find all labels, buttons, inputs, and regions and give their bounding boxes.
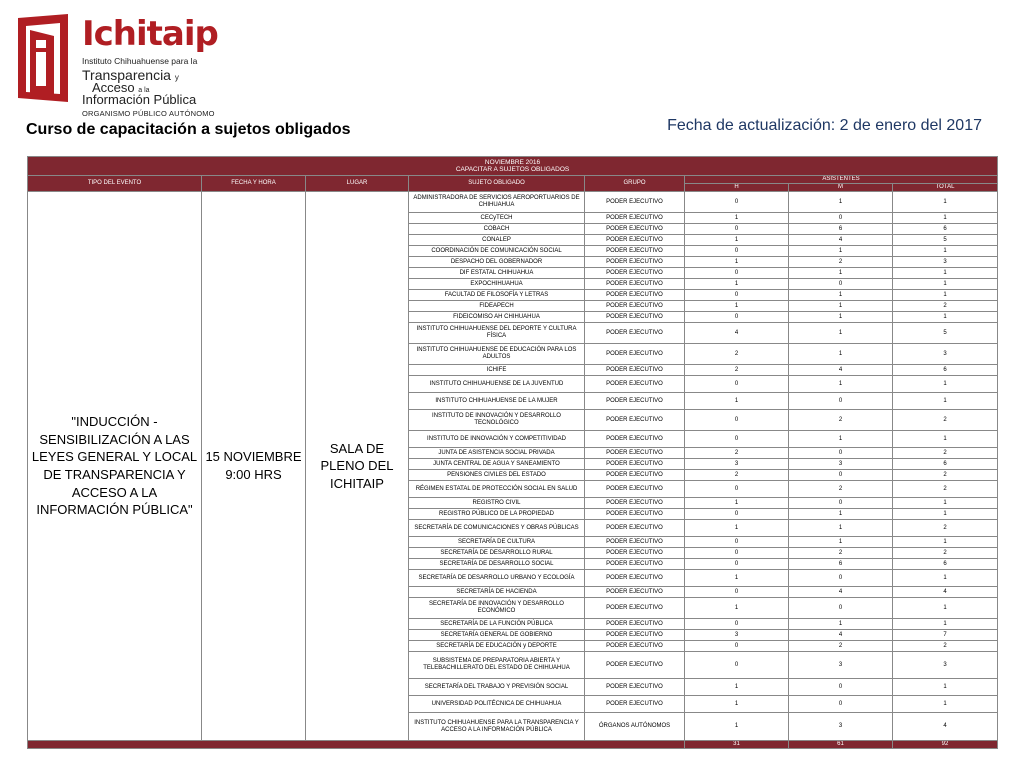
table-title	[28, 157, 998, 176]
subject-cell: REGISTRO CIVIL	[409, 498, 585, 509]
col-m: M	[789, 184, 893, 192]
m-cell: 1	[789, 246, 893, 257]
subject-cell: SECRETARÍA DE COMUNICACIONES Y OBRAS PÚBLICAS	[409, 520, 585, 537]
logo-name: Ichitaip	[82, 14, 218, 54]
m-cell: 4	[789, 235, 893, 246]
m-cell: 6	[789, 224, 893, 235]
subject-cell: COBACH	[409, 224, 585, 235]
h-cell: 0	[685, 192, 789, 213]
col-event: TIPO DEL EVENTO	[28, 176, 202, 192]
col-date: FECHA Y HORA	[202, 176, 306, 192]
m-cell: 1	[789, 301, 893, 312]
h-cell: 1	[685, 279, 789, 290]
h-cell: 4	[685, 323, 789, 344]
logo-line-2-suffix: y	[174, 73, 179, 82]
h-cell: 0	[685, 481, 789, 498]
subject-cell: JUNTA CENTRAL DE AGUA Y SANEAMIENTO	[409, 459, 585, 470]
update-date: Fecha de actualización: 2 de enero del 2017	[667, 117, 982, 134]
m-cell: 0	[789, 679, 893, 696]
h-cell: 0	[685, 509, 789, 520]
h-cell: 0	[685, 376, 789, 393]
total-cell: 6	[893, 559, 998, 570]
m-cell: 4	[789, 630, 893, 641]
subject-cell: FIDEICOMISO AH CHIHUAHUA	[409, 312, 585, 323]
m-cell: 1	[789, 619, 893, 630]
m-cell: 0	[789, 696, 893, 713]
total-cell: 2	[893, 481, 998, 498]
subject-cell: INSTITUTO CHIHUAHUENSE DE LA JUVENTUD	[409, 376, 585, 393]
logo-line-5: ORGANISMO PÚBLICO AUTÓNOMO	[82, 109, 215, 118]
table-title-line-2: CAPACITAR A SUJETOS OBLIGADOS	[455, 166, 570, 173]
subject-cell: SUBSISTEMA DE PREPARATORIA ABIERTA Y TELEBACHILLERATO DEL ESTADO DE CHIHUAHUA	[409, 652, 585, 679]
h-cell: 0	[685, 537, 789, 548]
group-cell: PODER EJECUTIVO	[585, 509, 685, 520]
h-cell: 0	[685, 431, 789, 448]
subject-cell: JUNTA DE ASISTENCIA SOCIAL PRIVADA	[409, 448, 585, 459]
group-cell: PODER EJECUTIVO	[585, 410, 685, 431]
total-cell: 1	[893, 246, 998, 257]
total-cell: 1	[893, 570, 998, 587]
h-cell: 0	[685, 641, 789, 652]
subject-cell: RÉGIMEN ESTATAL DE PROTECCIÓN SOCIAL EN SALUD	[409, 481, 585, 498]
group-cell: PODER EJECUTIVO	[585, 570, 685, 587]
table-body	[28, 192, 998, 741]
total-cell: 1	[893, 619, 998, 630]
total-cell: 1	[893, 312, 998, 323]
group-cell: ÓRGANOS AUTÓNOMOS	[585, 713, 685, 741]
subject-cell: SECRETARÍA DE DESARROLLO URBANO Y ECOLOGÍA	[409, 570, 585, 587]
h-cell: 2	[685, 448, 789, 459]
logo-line-3-word: Acceso	[92, 80, 135, 95]
h-cell: 3	[685, 630, 789, 641]
subject-cell: ICHIFE	[409, 365, 585, 376]
col-attendees: ASISTENTES	[685, 176, 998, 184]
subject-cell: DESPACHO DEL GOBERNADOR	[409, 257, 585, 268]
group-cell: PODER EJECUTIVO	[585, 652, 685, 679]
h-cell: 0	[685, 559, 789, 570]
total-cell: 7	[893, 630, 998, 641]
total-cell: 1	[893, 696, 998, 713]
total-cell: 1	[893, 192, 998, 213]
group-cell: PODER EJECUTIVO	[585, 587, 685, 598]
total-cell: 1	[893, 393, 998, 410]
m-cell: 1	[789, 344, 893, 365]
group-cell: PODER EJECUTIVO	[585, 459, 685, 470]
h-cell: 1	[685, 393, 789, 410]
h-cell: 1	[685, 598, 789, 619]
subject-cell: FIDEAPECH	[409, 301, 585, 312]
door-logo-icon	[16, 14, 76, 106]
group-cell: PODER EJECUTIVO	[585, 290, 685, 301]
subject-cell: CONALEP	[409, 235, 585, 246]
total-cell: 2	[893, 470, 998, 481]
subject-cell: SECRETARÍA DE LA FUNCIÓN PÚBLICA	[409, 619, 585, 630]
total-cell: 6	[893, 224, 998, 235]
h-cell: 0	[685, 619, 789, 630]
total-cell: 1	[893, 213, 998, 224]
group-cell: PODER EJECUTIVO	[585, 213, 685, 224]
col-total: TOTAL	[893, 184, 998, 192]
group-cell: PODER EJECUTIVO	[585, 537, 685, 548]
group-cell: PODER EJECUTIVO	[585, 192, 685, 213]
total-cell: 1	[893, 537, 998, 548]
group-cell: PODER EJECUTIVO	[585, 630, 685, 641]
subject-cell: INSTITUTO CHIHUAHUENSE DE EDUCACIÓN PARA LOS ADULTOS	[409, 344, 585, 365]
m-cell: 0	[789, 213, 893, 224]
h-cell: 0	[685, 290, 789, 301]
h-cell: 1	[685, 498, 789, 509]
subject-cell: ADMINISTRADORA DE SERVICIOS AEROPORTUARIOS DE CHIHUAHUA	[409, 192, 585, 213]
h-cell: 0	[685, 224, 789, 235]
group-cell: PODER EJECUTIVO	[585, 224, 685, 235]
col-place: LUGAR	[306, 176, 409, 192]
group-cell: PODER EJECUTIVO	[585, 696, 685, 713]
group-cell: PODER EJECUTIVO	[585, 301, 685, 312]
m-cell: 2	[789, 548, 893, 559]
h-cell: 1	[685, 235, 789, 246]
subject-cell: EXPOCHIHUAHUA	[409, 279, 585, 290]
h-cell: 1	[685, 696, 789, 713]
h-cell: 1	[685, 257, 789, 268]
total-cell: 2	[893, 641, 998, 652]
event-cell: "INDUCCIÓN - SENSIBILIZACIÓN A LAS LEYES GENERAL Y LOCAL DE TRANSPARENCIA Y ACCESO A LA INFORMACIÓN PÚBLICA"	[28, 192, 202, 741]
col-h: H	[685, 184, 789, 192]
group-cell: PODER EJECUTIVO	[585, 257, 685, 268]
group-cell: PODER EJECUTIVO	[585, 365, 685, 376]
group-cell: PODER EJECUTIVO	[585, 235, 685, 246]
m-cell: 3	[789, 459, 893, 470]
logo-line-1: Instituto Chihuahuense para la	[82, 56, 198, 66]
h-cell: 1	[685, 679, 789, 696]
group-cell: PODER EJECUTIVO	[585, 376, 685, 393]
m-cell: 1	[789, 431, 893, 448]
logo-line-3-suffix: a la	[138, 87, 150, 94]
group-cell: PODER EJECUTIVO	[585, 344, 685, 365]
total-h: 31	[685, 741, 789, 749]
subject-cell: SECRETARÍA DE CULTURA	[409, 537, 585, 548]
subject-cell: PENSIONES CIVILES DEL ESTADO	[409, 470, 585, 481]
h-cell: 2	[685, 344, 789, 365]
total-cell: 2	[893, 548, 998, 559]
m-cell: 2	[789, 641, 893, 652]
h-cell: 1	[685, 301, 789, 312]
subject-cell: FACULTAD DE FILOSOFÍA Y LETRAS	[409, 290, 585, 301]
m-cell: 1	[789, 312, 893, 323]
subject-cell: DIF ESTATAL CHIHUAHUA	[409, 268, 585, 279]
h-cell: 0	[685, 548, 789, 559]
m-cell: 2	[789, 257, 893, 268]
m-cell: 4	[789, 365, 893, 376]
m-cell: 1	[789, 537, 893, 548]
group-cell: PODER EJECUTIVO	[585, 598, 685, 619]
group-cell: PODER EJECUTIVO	[585, 312, 685, 323]
group-cell: PODER EJECUTIVO	[585, 268, 685, 279]
m-cell: 0	[789, 448, 893, 459]
group-cell: PODER EJECUTIVO	[585, 323, 685, 344]
logo-line-4: Información Pública	[82, 92, 197, 107]
subject-cell: SECRETARÍA GENERAL DE GOBIERNO	[409, 630, 585, 641]
m-cell: 0	[789, 393, 893, 410]
subject-cell: INSTITUTO CHIHUAHUENSE PARA LA TRANSPARENCIA Y ACCESO A LA INFORMACIÓN PÚBLICA	[409, 713, 585, 741]
group-cell: PODER EJECUTIVO	[585, 520, 685, 537]
h-cell: 1	[685, 570, 789, 587]
total-cell: 2	[893, 410, 998, 431]
total-cell: 1	[893, 376, 998, 393]
group-cell: PODER EJECUTIVO	[585, 279, 685, 290]
subject-cell: SECRETARÍA DEL TRABAJO Y PREVISIÓN SOCIAL	[409, 679, 585, 696]
place-cell: SALA DE PLENO DEL ICHITAIP	[306, 192, 409, 741]
total-cell: 1	[893, 509, 998, 520]
col-group: GRUPO	[585, 176, 685, 192]
m-cell: 6	[789, 559, 893, 570]
total-cell: 5	[893, 235, 998, 246]
m-cell: 3	[789, 713, 893, 741]
m-cell: 4	[789, 587, 893, 598]
h-cell: 1	[685, 713, 789, 741]
totals-spacer	[28, 741, 685, 749]
total-cell: 4	[893, 587, 998, 598]
subject-cell: SECRETARÍA DE DESARROLLO SOCIAL	[409, 559, 585, 570]
subject-cell: INSTITUTO DE INNOVACIÓN Y DESARROLLO TECNOLÓGICO	[409, 410, 585, 431]
total-cell: 2	[893, 448, 998, 459]
group-cell: PODER EJECUTIVO	[585, 393, 685, 410]
total-cell: 3	[893, 344, 998, 365]
group-cell: PODER EJECUTIVO	[585, 548, 685, 559]
total-all: 92	[893, 741, 998, 749]
m-cell: 0	[789, 470, 893, 481]
h-cell: 0	[685, 268, 789, 279]
m-cell: 1	[789, 376, 893, 393]
group-cell: PODER EJECUTIVO	[585, 481, 685, 498]
subject-cell: UNIVERSIDAD POLITÉCNICA DE CHIHUAHUA	[409, 696, 585, 713]
total-cell: 2	[893, 301, 998, 312]
subject-cell: SECRETARÍA DE EDUCACIÓN y DEPORTE	[409, 641, 585, 652]
total-cell: 1	[893, 498, 998, 509]
total-cell: 1	[893, 598, 998, 619]
total-cell: 1	[893, 431, 998, 448]
m-cell: 0	[789, 498, 893, 509]
total-cell: 4	[893, 713, 998, 741]
subject-cell: REGISTRO PÚBLICO DE LA PROPIEDAD	[409, 509, 585, 520]
subject-cell: INSTITUTO DE INNOVACIÓN Y COMPETITIVIDAD	[409, 431, 585, 448]
total-m: 61	[789, 741, 893, 749]
group-cell: PODER EJECUTIVO	[585, 498, 685, 509]
total-cell: 2	[893, 520, 998, 537]
m-cell: 3	[789, 652, 893, 679]
total-cell: 1	[893, 679, 998, 696]
m-cell: 1	[789, 192, 893, 213]
subject-cell: SECRETARÍA DE INNOVACIÓN Y DESARROLLO ECONÓMICO	[409, 598, 585, 619]
total-cell: 1	[893, 279, 998, 290]
subject-cell: SECRETARÍA DE DESARROLLO RURAL	[409, 548, 585, 559]
date-cell: 15 NOVIEMBRE 9:00 HRS	[202, 192, 306, 741]
logo-line-2-word: Transparencia	[82, 67, 171, 83]
m-cell: 1	[789, 290, 893, 301]
totals-row	[28, 741, 998, 749]
col-subject: SUJETO OBLIGADO	[409, 176, 585, 192]
h-cell: 3	[685, 459, 789, 470]
h-cell: 0	[685, 410, 789, 431]
group-cell: PODER EJECUTIVO	[585, 246, 685, 257]
m-cell: 0	[789, 570, 893, 587]
subject-cell: INSTITUTO CHIHUAHUENSE DEL DEPORTE Y CULTURA FÍSICA	[409, 323, 585, 344]
total-cell: 3	[893, 652, 998, 679]
h-cell: 2	[685, 470, 789, 481]
m-cell: 0	[789, 598, 893, 619]
total-cell: 6	[893, 365, 998, 376]
total-cell: 3	[893, 257, 998, 268]
ichitaip-logo	[16, 14, 218, 118]
h-cell: 0	[685, 587, 789, 598]
table-row	[28, 192, 998, 213]
h-cell: 2	[685, 365, 789, 376]
h-cell: 0	[685, 652, 789, 679]
group-cell: PODER EJECUTIVO	[585, 448, 685, 459]
m-cell: 1	[789, 268, 893, 279]
group-cell: PODER EJECUTIVO	[585, 470, 685, 481]
h-cell: 0	[685, 312, 789, 323]
m-cell: 1	[789, 520, 893, 537]
group-cell: PODER EJECUTIVO	[585, 431, 685, 448]
training-table	[27, 156, 998, 749]
h-cell: 1	[685, 520, 789, 537]
m-cell: 2	[789, 410, 893, 431]
h-cell: 0	[685, 246, 789, 257]
total-cell: 1	[893, 290, 998, 301]
m-cell: 0	[789, 279, 893, 290]
m-cell: 2	[789, 481, 893, 498]
total-cell: 5	[893, 323, 998, 344]
table-title-line-1: NOVIEMBRE 2016	[484, 158, 541, 166]
group-cell: PODER EJECUTIVO	[585, 619, 685, 630]
group-cell: PODER EJECUTIVO	[585, 679, 685, 696]
subject-cell: INSTITUTO CHIHUAHUENSE DE LA MUJER	[409, 393, 585, 410]
subject-cell: COORDINACIÓN DE COMUNICACIÓN SOCIAL	[409, 246, 585, 257]
total-cell: 6	[893, 459, 998, 470]
h-cell: 1	[685, 213, 789, 224]
m-cell: 1	[789, 509, 893, 520]
m-cell: 1	[789, 323, 893, 344]
subject-cell: SECRETARÍA DE HACIENDA	[409, 587, 585, 598]
group-cell: PODER EJECUTIVO	[585, 641, 685, 652]
group-cell: PODER EJECUTIVO	[585, 559, 685, 570]
total-cell: 1	[893, 268, 998, 279]
page-title: Curso de capacitación a sujetos obligados	[26, 121, 351, 138]
subject-cell: CECyTECH	[409, 213, 585, 224]
